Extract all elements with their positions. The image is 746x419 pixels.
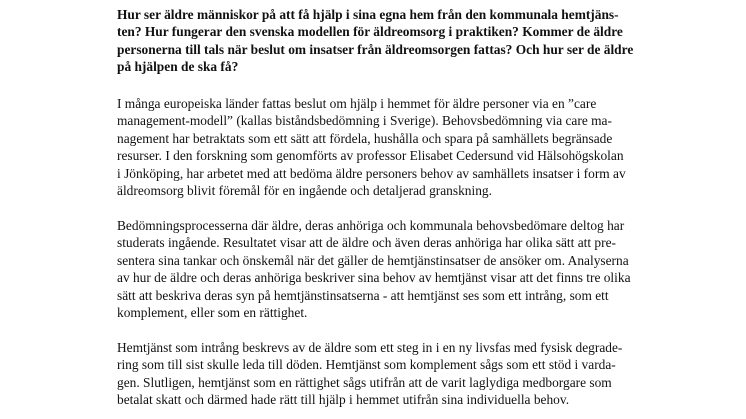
paragraph-line: ring som till sist skulle leda till döden. Hemtjänst som komplement sågs som ett stöd i varda- [117, 357, 616, 373]
paragraph-assessment-process [117, 217, 677, 321]
paragraph-home-care-views [117, 339, 677, 409]
paragraph-line: i Jönköping, har arbetet med att bedöma äldre personers behov av samhällets insatser i form av [117, 165, 626, 181]
intro-line: Hur ser äldre människor på att få hjälp i sina egna hem från den kommunala hemtjäns- [117, 7, 619, 22]
paragraph-care-management [117, 95, 677, 199]
paragraph-line: nagement har betraktats som ett sätt att fördela, hushålla och spara på samhällets begränsade [117, 130, 613, 146]
paragraph-line: av hur de äldre och deras anhöriga beskriver sina behov av hemtjänst visar att det finns tre olika [117, 270, 631, 286]
intro-line: personerna till tals när beslut om insatser från äldreomsorgen fattas? Och hur ser de äldre [117, 41, 634, 57]
paragraph-line: Bedömningsprocesserna där äldre, deras anhöriga och kommunala behovsbedömare deltog har [117, 218, 625, 233]
paragraph-line: management-modell” (kallas biståndsbedömning i Sverige). Behovsbedömning via care ma- [117, 113, 612, 129]
intro-line: på hjälpen de ska få? [117, 59, 239, 75]
paragraph-line: betalat skatt och därmed hade rätt till hjälp i hemmet utifrån sina individuella behov. [117, 392, 570, 408]
paragraph-line: komplement, eller som en rättighet. [117, 304, 308, 320]
intro-line: ten? Hur fungerar den svenska modellen för äldreomsorg i praktiken? Kommer de äldre [117, 24, 623, 40]
paragraph-line: resurser. I den forskning som genomförts av professor Elisabet Cedersund vid Hälsohögskolan [117, 148, 624, 164]
paragraph-line: sentera sina tankar och önskemål när det gäller de hemtjänstinsatser de ansöker om. Analyserna [117, 252, 629, 268]
paragraph-line: Hemtjänst som intrång beskrevs av de äldre som ett steg in i en ny livsfas med fysisk degrade- [117, 340, 623, 355]
paragraph-line: I många europeiska länder fattas beslut om hjälp i hemmet för äldre personer via en ”care [117, 96, 597, 111]
paragraph-line: studerats ingående. Resultatet visar att de äldre och även deras anhöriga har olika sätt att pre- [117, 235, 616, 251]
paragraph-line: gen. Slutligen, hemtjänst som en rättighet sågs utifrån att de varit laglydiga medborgare som [117, 374, 612, 390]
intro-questions [117, 6, 677, 76]
paragraph-line: äldreomsorg blivit föremål för en ingående och detaljerad granskning. [117, 182, 492, 198]
paragraph-line: sätt att beskriva deras syn på hemtjänstinsatserna - att hemtjänst ses som ett intrång, som ett [117, 287, 609, 303]
